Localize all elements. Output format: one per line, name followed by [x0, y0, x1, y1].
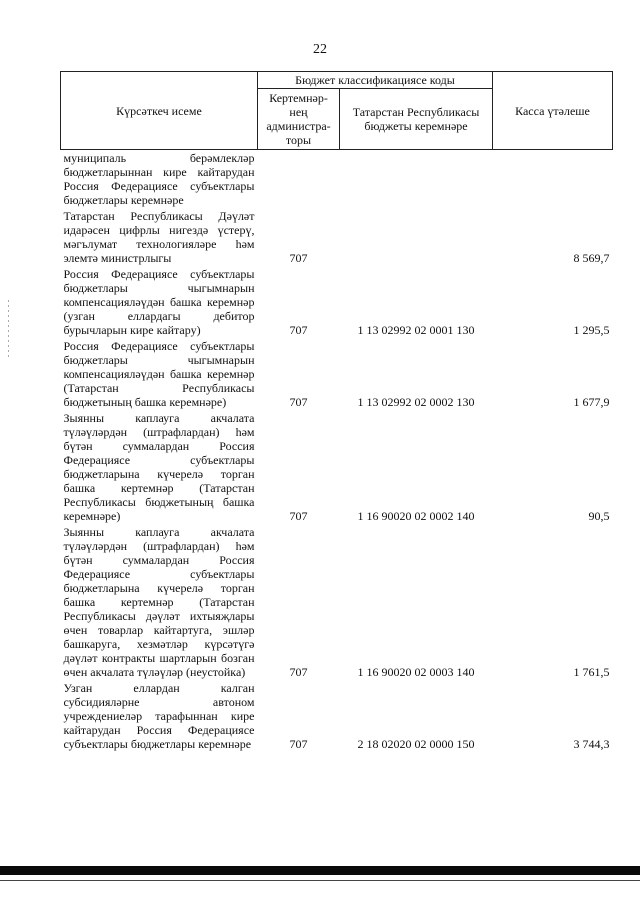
row-code: 2 18 02020 02 0000 150 [357, 737, 475, 751]
row-name: Узган еллардан калган субсидияләрне автоном учреждениеләр тарафыннан кире кайтарудан Россия Федерациясе субъектлары бюджетлары керемнәре [63, 681, 255, 751]
header-budget-codes: Бюджет классификациясе коды [258, 72, 493, 89]
table-row [61, 150, 613, 209]
row-admin: 707 [289, 323, 308, 337]
row-name: Зыянны каплауга акчалата түләүләрдән (штрафлардан) һәм бүтән суммалардан Россия Федерациясе субъектлары бюджетларына күчерелә торган башка кертемнәр (Татарстан Республикасы дәүләт ихтыяҗлары өчен товарлар кайтартуга, эшләр башкаруга, хезмәтләр күрсәтүгә дәүләт контракты шартларын бозган өчен акчалата түләүләр (неустойка) [63, 525, 255, 679]
table-row [61, 410, 613, 524]
row-code: 1 13 02992 02 0002 130 [357, 395, 475, 409]
table-row [61, 266, 613, 338]
header-row-top [61, 72, 613, 89]
budget-revenue-table [60, 71, 613, 752]
row-code [340, 150, 493, 209]
table-header [61, 72, 613, 150]
row-admin: 707 [289, 395, 308, 409]
table-row [61, 208, 613, 266]
row-name: Зыянны каплауга акчалата түләүләрдән (штрафлардан) һәм бүтән суммалардан Россия Федерациясе субъектлары бюджетларына күчерелә торган башка кертемнәр (Татарстан Республикасы бюджетының башка керемнәре) [63, 411, 255, 523]
table-row [61, 680, 613, 752]
header-cash-execution: Касса үтәлеше [493, 72, 613, 150]
row-admin [258, 150, 340, 209]
row-amount: 1 761,5 [573, 665, 610, 679]
header-indicator-name: Күрсәткеч исеме [61, 72, 258, 150]
row-name: Россия Федерациясе субъектлары бюджетлары чыгымнарын компенсацияләүдән башка керемнәр (узган еллардагы дебитор бурычларын кире кайтару) [63, 267, 255, 337]
scan-bottom-edge [0, 866, 640, 875]
row-code: 1 16 90020 02 0003 140 [357, 665, 475, 679]
row-name: Россия Федерациясе субъектлары бюджетлары чыгымнарын компенсацияләүдән башка керемнәр (Татарстан Республикасы бюджетының башка керемнәре) [63, 339, 255, 409]
row-amount: 1 677,9 [573, 395, 610, 409]
scan-margin-artifact [8, 300, 9, 360]
row-code: 1 13 02992 02 0001 130 [357, 323, 475, 337]
row-admin: 707 [289, 251, 308, 265]
row-admin: 707 [289, 665, 308, 679]
row-amount: 3 744,3 [573, 737, 610, 751]
header-tatarstan-revenues: Татарстан Республикасы бюджеты керемнәре [340, 89, 493, 150]
header-administrator: Кертемнәр-нең администра-торы [258, 89, 340, 150]
row-admin: 707 [289, 509, 308, 523]
row-code: 1 16 90020 02 0002 140 [357, 509, 475, 523]
row-amount: 8 569,7 [573, 251, 610, 265]
row-amount: 1 295,5 [573, 323, 610, 337]
row-code [340, 208, 493, 266]
table-body [61, 150, 613, 753]
scan-bottom-line [0, 880, 640, 881]
table-row [61, 524, 613, 680]
row-amount [493, 150, 613, 209]
row-name: Татарстан Республикасы Дәүләт идарәсен цифрлы нигездә үстерү, мәгълумат технологияләре һәм элемтә министрлыгы [63, 209, 255, 265]
table-row [61, 338, 613, 410]
page-number: 22 [313, 42, 327, 57]
row-amount: 90,5 [588, 509, 610, 523]
row-admin: 707 [289, 737, 308, 751]
row-name: муниципаль берәмлекләр бюджетларыннан кире кайтарудан Россия Федерациясе субъектлары бюджетлары керемнәре [63, 151, 255, 207]
